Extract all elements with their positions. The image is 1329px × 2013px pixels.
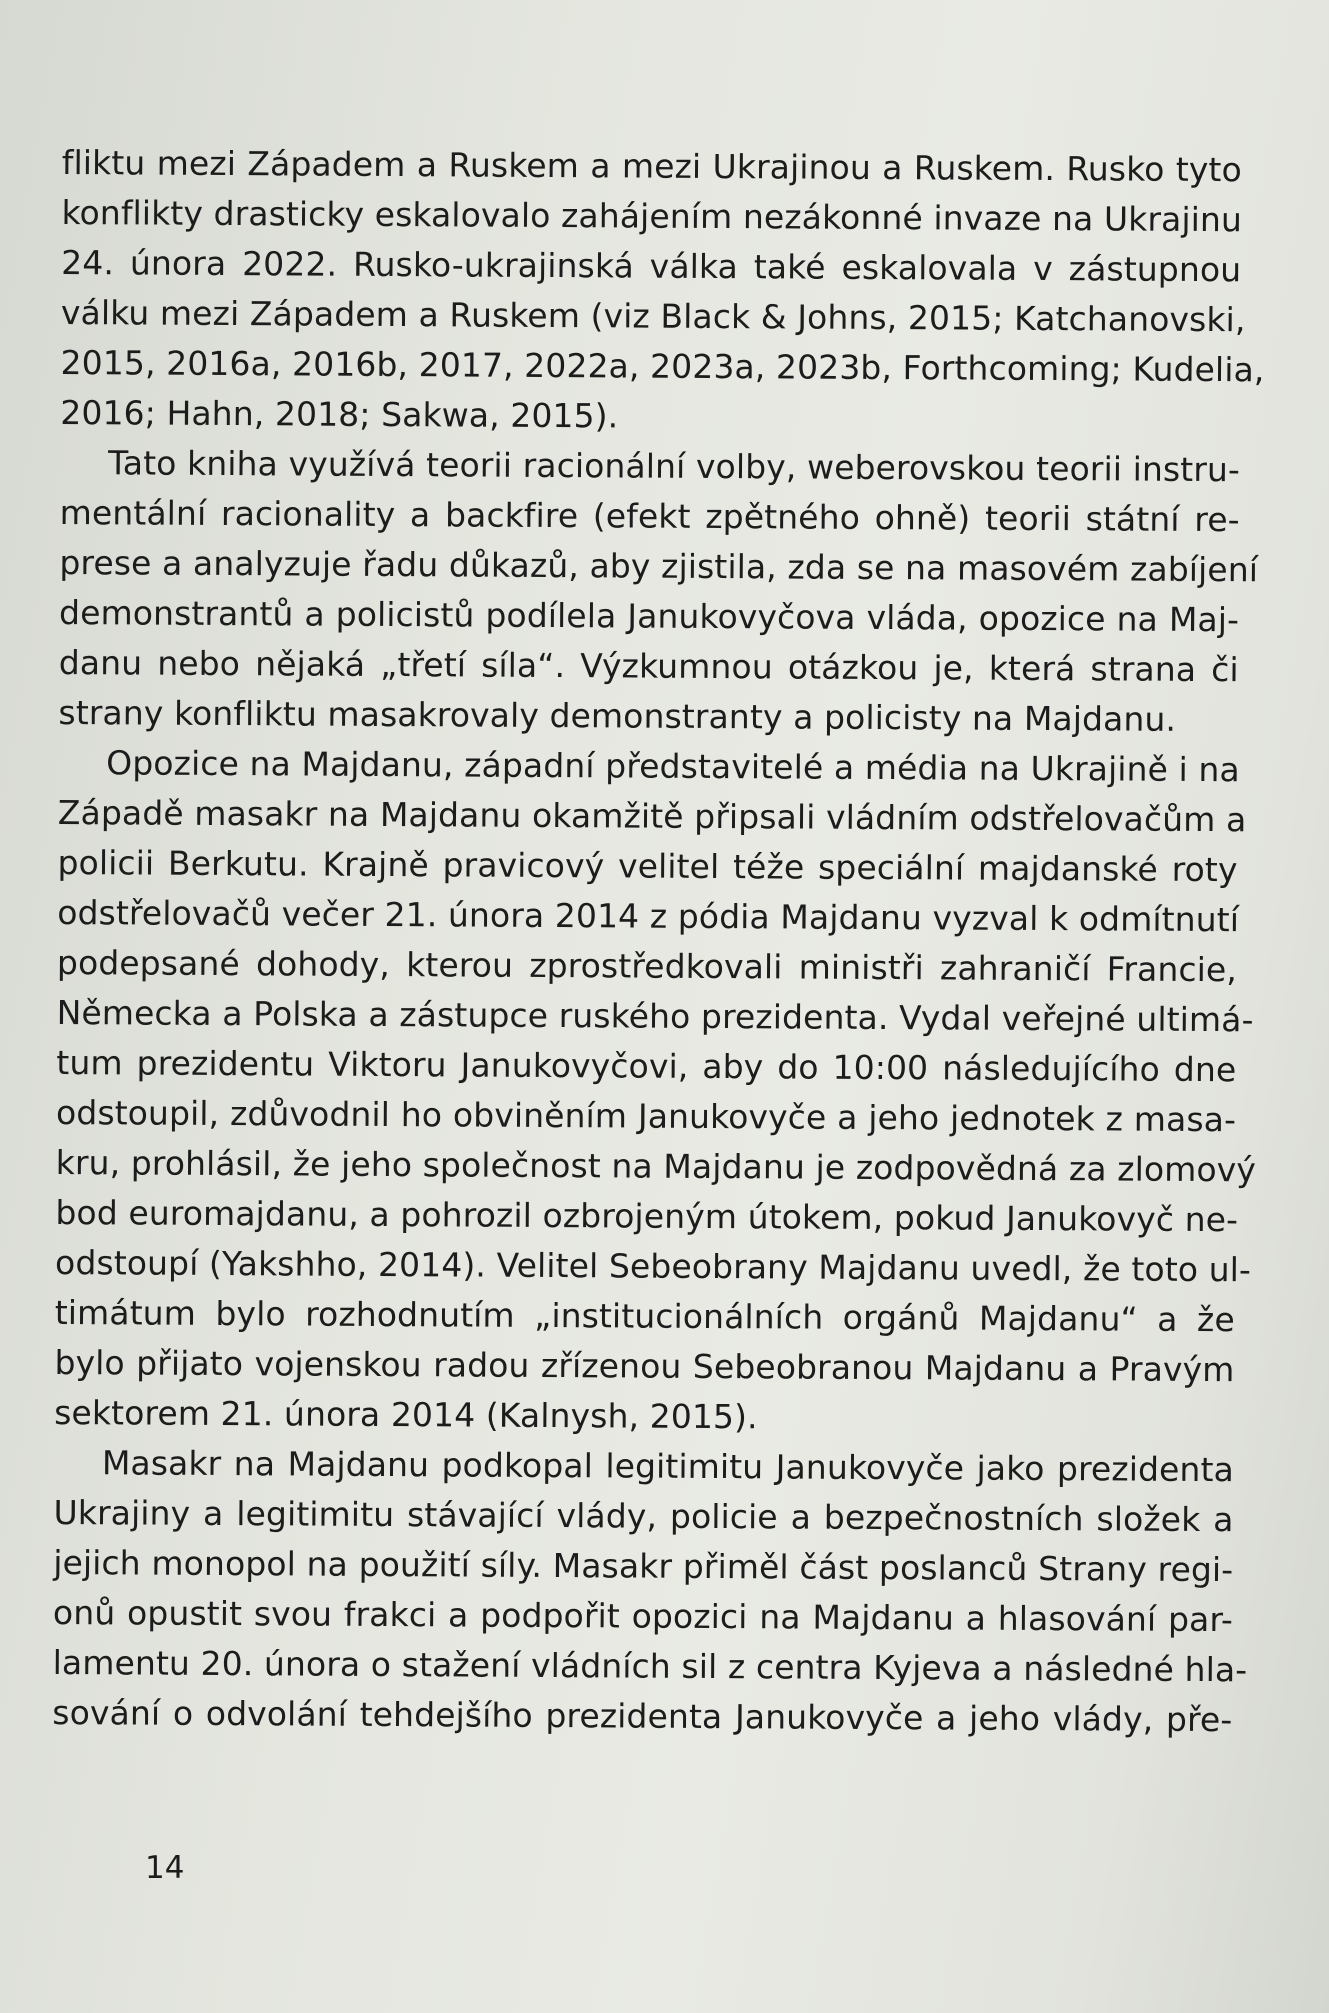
text-line: Tato kniha využívá teorii racionální volby, weberovskou teorii instru- (107, 443, 1241, 490)
page-number: 14 (145, 1850, 185, 1886)
text-line: konflikty drasticky eskalovalo zahájením nezákonné invaze na Ukrajinu (61, 192, 1243, 240)
text-line: odstoupil, zdůvodnil ho obviněním Janukovyče a jeho jednotek z masa- (55, 1092, 1237, 1140)
text-line: odstoupí (Yakshho, 2014). Velitel Sebeobrany Majdanu uvedl, že toto ul- (55, 1242, 1252, 1290)
text-line: Německa a Polska a zástupce ruského prezidenta. Vydal veřejné ultimá- (56, 992, 1254, 1040)
text-line: Opozice na Majdanu, západní představitelé a média na Ukrajině i na (106, 743, 1240, 790)
text-line: bod euromajdanu, a pohrozil ozbrojeným útokem, pokud Janukovyč ne- (55, 1192, 1239, 1240)
text-line: bylo přijato vojenskou radou zřízenou Sebeobranou Majdanu a Pravým (54, 1342, 1235, 1390)
text-line: mentální racionality a backfire (efekt zpětného ohně) teorii státní re- (59, 492, 1240, 540)
text-line: válku mezi Západem a Ruskem (viz Black & Johns, 2015; Katchanovski, (60, 292, 1246, 340)
text-line: prese a analyzuje řadu důkazů, aby zjistila, zda se na masovém zabíjení (59, 542, 1259, 590)
text-line: lamentu 20. února o stažení vládních sil z centra Kyjeva a následné hla- (52, 1642, 1248, 1690)
text-line: 2015, 2016a, 2016b, 2017, 2022a, 2023a, 2023b, Forthcoming; Kudelia, (60, 342, 1265, 390)
text-line: podepsané dohody, kterou zprostředkovali ministři zahraničí Francie, (56, 942, 1238, 990)
text-line: 2016; Hahn, 2018; Sakwa, 2015). (60, 392, 619, 436)
text-line: odstřelovačů večer 21. února 2014 z pódia Majdanu vyzval k odmítnutí (57, 892, 1240, 940)
text-line: fliktu mezi Západem a Ruskem a mezi Ukrajinou a Ruskem. Rusko tyto (61, 142, 1242, 190)
text-line: Masakr na Majdanu podkopal legitimitu Janukovyče jako prezidenta (101, 1443, 1235, 1490)
text-line: sektorem 21. února 2014 (Kalnysh, 2015). (54, 1392, 758, 1437)
text-line: danu nebo nějaká „třetí síla“. Výzkumnou otázkou je, která strana či (58, 642, 1239, 690)
text-line: jejich monopol na použití síly. Masakr přiměl část poslanců Strany regi- (53, 1542, 1234, 1590)
text-line: strany konfliktu masakrovaly demonstranty a policisty na Majdanu. (58, 692, 1177, 739)
text-line: policii Berkutu. Krajně pravicový velitel téže speciální majdanské roty (57, 842, 1238, 890)
text-line: demonstrantů a policistů podílela Janukovyčova vláda, opozice na Maj- (58, 592, 1240, 640)
text-line: onů opustit svou frakci a podpořit opozici na Majdanu a hlasování par- (52, 1592, 1234, 1640)
text-line: kru, prohlásil, že jeho společnost na Majdanu je zodpovědná za zlomový (55, 1142, 1257, 1190)
text-line: Ukrajiny a legitimitu stávající vlády, policie a bezpečnostních složek a (53, 1492, 1234, 1540)
text-line: 24. února 2022. Rusko-ukrajinská válka také eskalovala v zástupnou (61, 242, 1242, 290)
text-line: Západě masakr na Majdanu okamžitě připsali vládním odstřelovačům a (57, 792, 1247, 840)
text-line: timátum bylo rozhodnutím „institucionálních orgánů Majdanu“ a že (54, 1292, 1235, 1340)
text-line: sování o odvolání tehdejšího prezidenta Janukovyče a jeho vlády, pře- (52, 1692, 1233, 1740)
book-page-text (52, 138, 1265, 1740)
text-line: tum prezidentu Viktoru Janukovyčovi, aby do 10:00 následujícího dne (56, 1042, 1237, 1090)
